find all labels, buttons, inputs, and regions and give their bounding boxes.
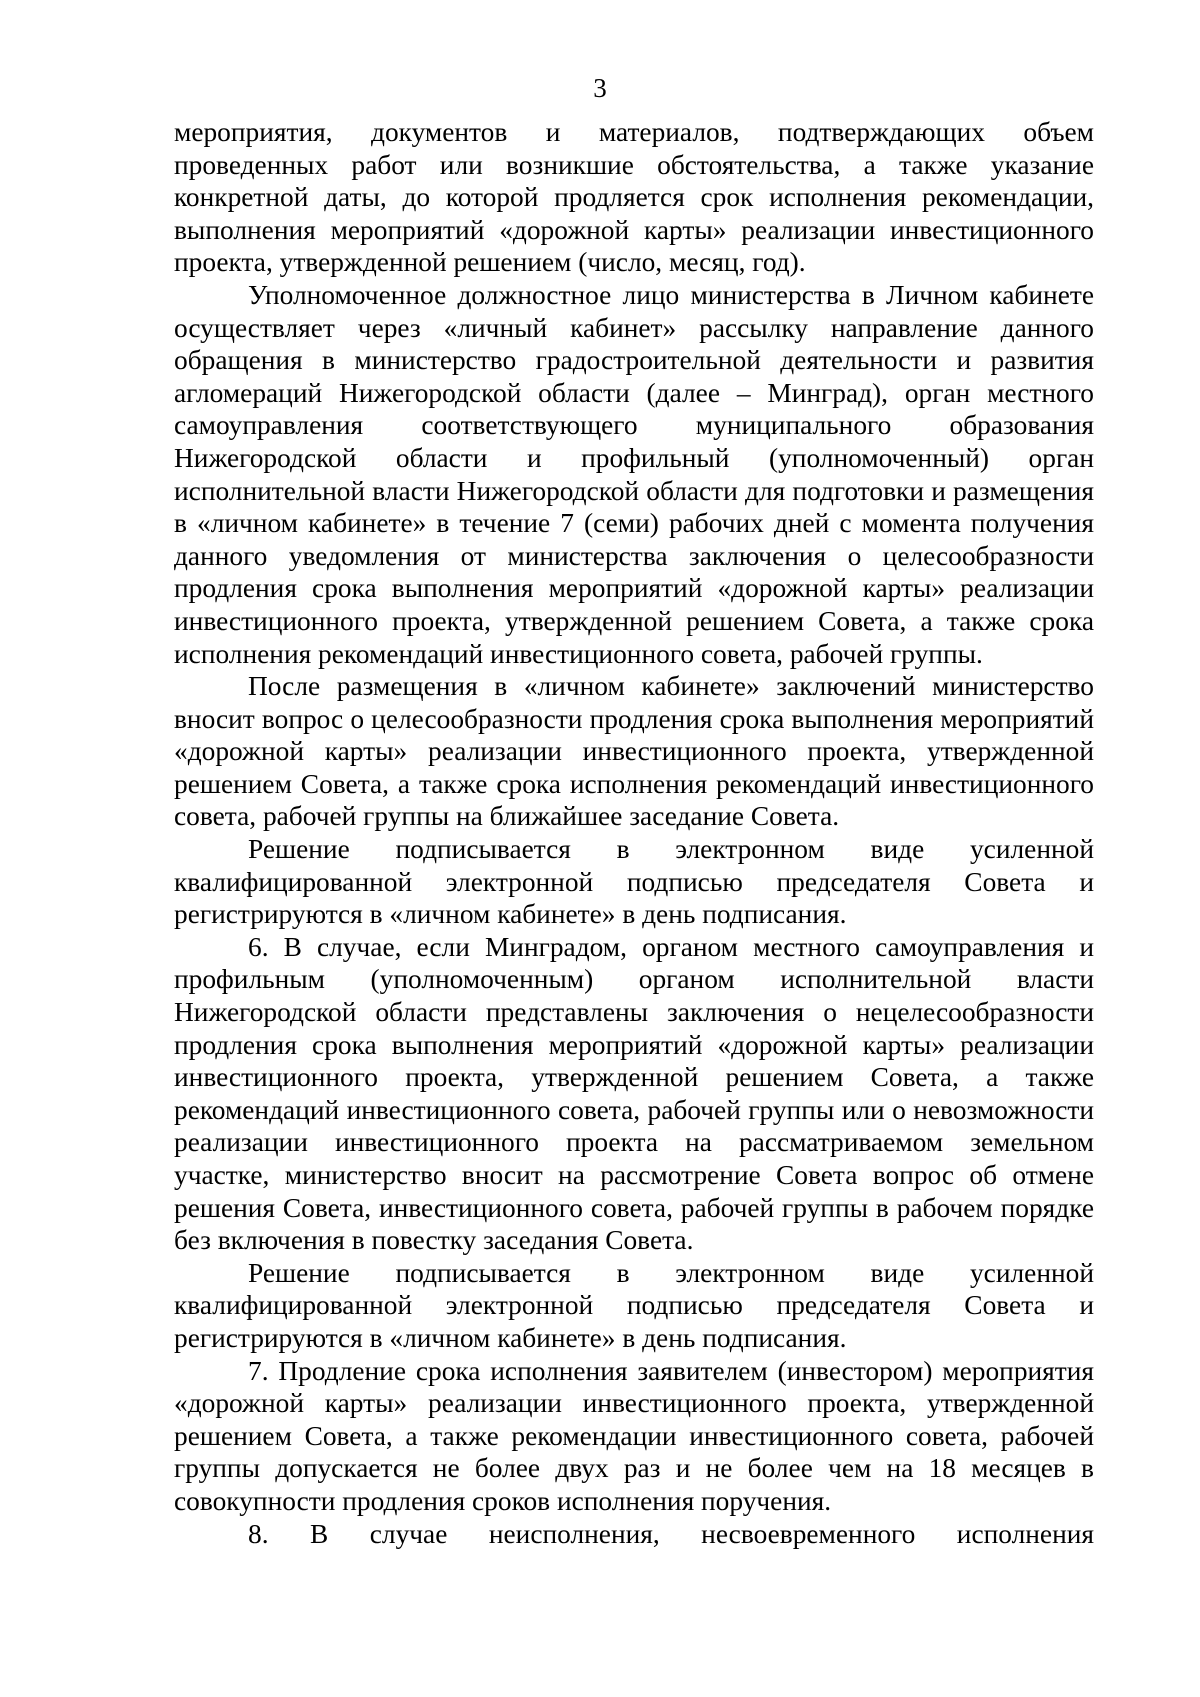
page-number: 3 (593, 73, 607, 103)
document-body (174, 116, 1094, 1550)
paragraph: 6. В случае, если Минградом, органом местного самоуправления и профильным (уполномоченным) органом исполнительной власти Нижегородской области представлены заключения о нецелесообразности продления срока выполнения мероприятий «дорожной карты» реализации инвестиционного проекта, утвержденной решением Совета, а также рекомендаций инвестиционного совета, рабочей группы или о невозможности реализации инвестиционного проекта на рассматриваемом земельном участке, министерство вносит на рассмотрение Совета вопрос об отмене решения Совета, инвестиционного совета, рабочей группы в рабочем порядке без включения в повестку заседания Совета. (174, 931, 1094, 1256)
paragraph: После размещения в «личном кабинете» заключений министерство вносит вопрос о целесообразности продления срока выполнения мероприятий «дорожной карты» реализации инвестиционного проекта, утвержденной решением Совета, а также срока исполнения рекомендаций инвестиционного совета, рабочей группы на ближайшее заседание Совета. (174, 671, 1094, 832)
paragraph: Уполномоченное должностное лицо министерства в Личном кабинете осуществляет через «личный кабинет» рассылку направление данного обращения в министерство градостроительной деятельности и развития агломераций Нижегородской области (далее – Минград), орган местного самоуправления соответствующего муниципального образования Нижегородской области и профильный (уполномоченный) орган исполнительной власти Нижегородской области для подготовки и размещения в «личном кабинете» в течение 7 (семи) рабочих дней с момента получения данного уведомления от министерства заключения о целесообразности продления срока выполнения мероприятий «дорожной карты» реализации инвестиционного проекта, утвержденной решением Совета, а также срока исполнения рекомендаций инвестиционного совета, рабочей группы. (174, 279, 1094, 669)
paragraph: мероприятия, документов и материалов, подтверждающих объем проведенных работ или возникшие обстоятельства, а также указание конкретной даты, до которой продляется срок исполнения рекомендации, выполнения мероприятий «дорожной карты» реализации инвестиционного проекта, утвержденной решением (число, месяц, год). (174, 117, 1094, 278)
paragraph: 8. В случае неисполнения, несвоевременного исполнения (248, 1518, 1094, 1549)
paragraph: 7. Продление срока исполнения заявителем (инвестором) мероприятия «дорожной карты» реализации инвестиционного проекта, утвержденной решением Совета, а также рекомендации инвестиционного совета, рабочей группы допускается не более двух раз и не более чем на 18 месяцев в совокупности продления сроков исполнения поручения. (174, 1355, 1094, 1516)
paragraph: Решение подписывается в электронном виде усиленной квалифицированной электронной подписью председателя Совета и регистрируются в «личном кабинете» в день подписания. (174, 834, 1094, 930)
paragraph: Решение подписывается в электронном виде усиленной квалифицированной электронной подписью председателя Совета и регистрируются в «личном кабинете» в день подписания. (174, 1257, 1094, 1353)
